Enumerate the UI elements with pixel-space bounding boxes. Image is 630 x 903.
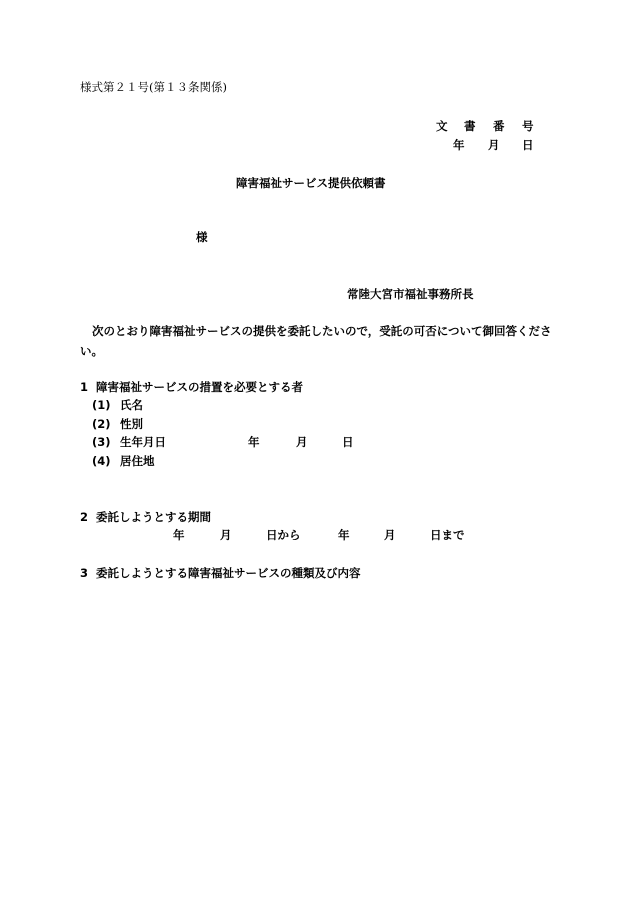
- period-start-month-label: 月: [220, 528, 232, 542]
- item-label-sex: 性別: [120, 417, 143, 431]
- addressee-suffix: 様: [196, 230, 208, 244]
- period-end-day-label: 日まで: [430, 528, 465, 542]
- doc-number-char: 号: [522, 119, 534, 133]
- date-day-label: 日: [522, 138, 534, 152]
- document-title: 障害福祉サービス提供依頼書: [236, 176, 386, 190]
- item-number: (1): [92, 398, 111, 412]
- item-number: (4): [92, 454, 111, 468]
- date-year-label: 年: [453, 138, 465, 152]
- body-paragraph: 次のとおり障害福祉サービスの提供を委託したいので，受託の可否について御回答ください。: [80, 324, 552, 358]
- birth-month-label: 月: [296, 435, 308, 449]
- section2-heading: 委託しようとする期間: [96, 510, 211, 524]
- item-label-address: 居住地: [120, 454, 155, 468]
- item-label-birthdate: 生年月日: [120, 435, 166, 449]
- doc-number-char: 番: [493, 119, 505, 133]
- date-month-label: 月: [488, 138, 500, 152]
- period-end-year-label: 年: [338, 528, 350, 542]
- birth-day-label: 日: [342, 435, 354, 449]
- item-label-name: 氏名: [120, 398, 143, 412]
- sender-name: 常陸大宮市福祉事務所長: [347, 287, 474, 301]
- section1-number: 1: [80, 380, 89, 394]
- section1-heading: 障害福祉サービスの措置を必要とする者: [96, 380, 303, 394]
- doc-number-char: 文: [436, 119, 448, 133]
- form-id: 様式第２１号(第１３条関係): [80, 80, 227, 94]
- doc-number-char: 書: [464, 119, 476, 133]
- section2-number: 2: [80, 510, 89, 524]
- section3-number: 3: [80, 566, 89, 580]
- birth-year-label: 年: [248, 435, 260, 449]
- period-start-day-label: 日から: [266, 528, 301, 542]
- item-number: (3): [92, 435, 111, 449]
- item-number: (2): [92, 417, 111, 431]
- section3-heading: 委託しようとする障害福祉サービスの種類及び内容: [96, 566, 361, 580]
- period-end-month-label: 月: [384, 528, 396, 542]
- period-start-year-label: 年: [173, 528, 185, 542]
